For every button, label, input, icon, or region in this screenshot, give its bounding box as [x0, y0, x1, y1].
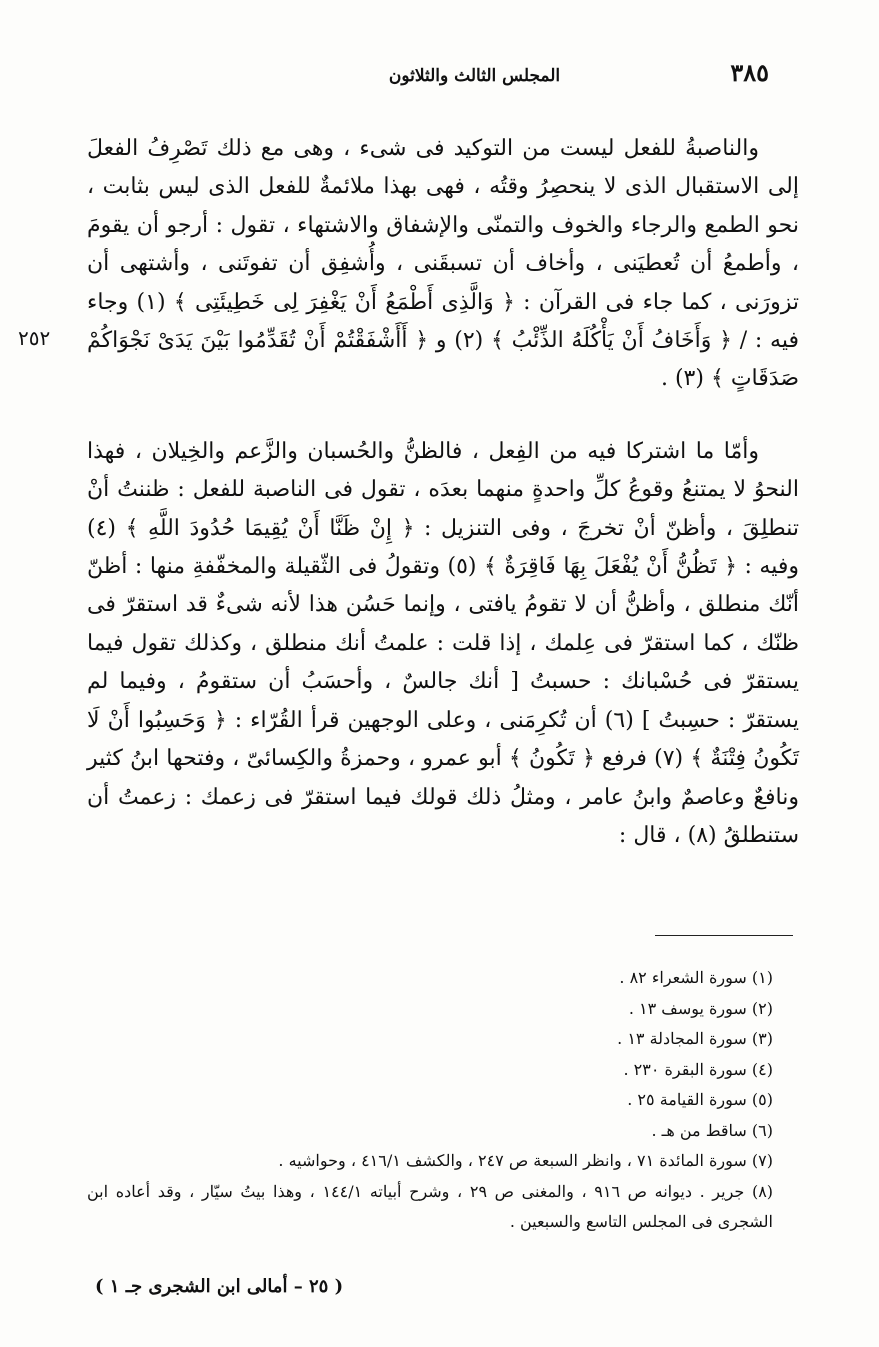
footnotes-list: [87, 963, 799, 1238]
footnote-item: (٣) سورة المجادلة ١٣ .: [617, 1029, 773, 1048]
main-text: [87, 130, 799, 855]
footnote-separator: [655, 935, 793, 936]
footnote-item: (٥) سورة القيامة ٢٥ .: [627, 1090, 773, 1109]
margin-page-reference: ٢٥٢: [18, 326, 51, 350]
footnote-item: (١) سورة الشعراء ٨٢ .: [619, 968, 773, 987]
signature-line: ( ٢٥ – أمالى ابن الشجرى جـ ١ ): [95, 1276, 344, 1297]
footnote-item: (٢) سورة يوسف ١٣ .: [628, 998, 773, 1018]
footnote-item: (٤) سورة البقرة ٢٣٠ .: [623, 1059, 773, 1079]
body-paragraph: وأمّا ما اشتركا فيه من الفِعل ، فالظنُّ والحُسبان والزَّعم والخِيلان ، فهذا النحوُ لا يمتنعُ وقوعُ كلِّ واحدةٍ منهما بعدَه ، تقول فى الناصبة للفعل : ظننتُ أنْ تنطلِقَ ، وأظنّ أنْ تخرجَ ، وفى التنزيل : ﴿ إِنْ ظَنَّا أَنْ يُقِيمَا حُدُودَ اللَّهِ ﴾ (٤) وفيه : ﴿ تَظُنُّ أَنْ يُفْعَلَ بِهَا فَاقِرَةٌ ﴾ (٥) وتقولُ فى الثّقيلة والمخفّفةِ منها : أظنّ أنّك منطلق ، وأظنُّ أن لا تقومُ يافتى ، وإنما حَسُن هذا لأنه شىءٌ قد استقرّ فى ظنّك ، كما استقرّ فى عِلمك ، إذا قلت : علمتُ أنك منطلق ، وكذلك تقول فيما يستقرّ فى حُسْبانك : حسبتُ [ أنك جالسٌ ، وأحسَبُ أن ستقومُ ، وفيما لم يستقرّ : حسِبتُ ] (٦) أن تُكرِمَنى ، وعلى الوجهين قرأ القُرّاء : ﴿ وَحَسِبُوا أَنْ لَا تَكُونُ فِتْنَةٌ ﴾ (٧) فرفع ﴿ تَكُونُ ﴾ أبو عمرو ، وحمزةُ والكِسائىّ ، وفتحها ابنُ كثير ونافعٌ وعاصمٌ وابنُ عامر ، ومثلُ ذلك قولك فيما استقرّ فى زعمك : زعمتُ أن ستنطلقُ (٨) ، قال :: [87, 438, 799, 848]
footnote-item: (٧) سورة المائدة ٧١ ، وانظر السبعة ص ٢٤٧ ، والكشف ٤١٦/١ ، وحواشيه .: [278, 1151, 773, 1170]
running-title: المجلس الثالث والثلاثون: [388, 66, 561, 86]
body-paragraph: والناصبةُ للفعل ليست من التوكيد فى شىء ، وهى مع ذلك تَصْرِفُ الفعلَ إلى الاستقبال الذى لا ينحصِرُ وقتُه ، فهى بهذا ملائمةٌ للفعل الذى ليس بثابت ، نحو الطمع والرجاء والخوف والتمنّى والإشفاق والاشتهاء ، تقول : أرجو أن يقومَ ، وأطمعُ أن تُعطيَنى ، وأخاف أن تسبقَنى ، وأُشفِق أن تفوتَنى ، وأشتهى أن تزورَنى ، كما جاء فى القرآن : ﴿ وَالَّذِى أَطْمَعُ أَنْ يَغْفِرَ لِى خَطِيئَتِى ﴾ (١) وجاء فيه : / ﴿ وَأَخَافُ أَنْ يَأْكُلَهُ الذِّئْبُ ﴾ (٢) و ﴿ أَأَشْفَقْتُمْ أَنْ تُقَدِّمُوا بَيْنَ يَدَىْ نَجْوَاكُمْ صَدَقَاتٍ ﴾ (٣) .: [87, 136, 799, 392]
footnote-item: (٨) جرير . ديوانه ص ٩١٦ ، والمغنى ص ٢٩ ، وشرح أبياته ١٤٤/١ ، وهذا بيتُ سيّار ، وقد أعاده ابن الشجرى فى المجلس التاسع والسبعين .: [87, 1181, 774, 1231]
page-number: ٣٨٥: [730, 58, 769, 87]
footnote-item: (٦) ساقط من هـ .: [651, 1120, 773, 1140]
